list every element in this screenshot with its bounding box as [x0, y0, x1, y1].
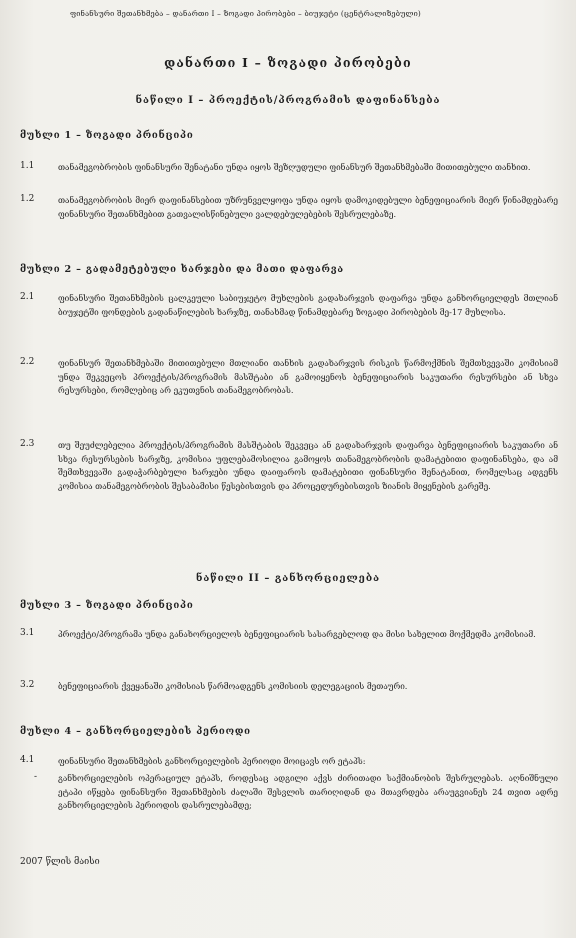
- article-title-4: მუხლი 4 – განხორციელების პერიოდი: [20, 726, 251, 737]
- clause-number: 3.1: [20, 628, 35, 638]
- article-title-2: მუხლი 2 – გადამეტებული ხარჯები და მათი დაფარვა: [20, 264, 344, 275]
- clause-text: თანამეგობრობის მიერ დაფინანსებით უზრუნველყოფა უნდა იყოს დამოკიდებული ბენეფიციარის მიერ წინამდებარე ფინანსური შეთანხმებით გათვალისწინებული ვალდებულებების შესრულებაზე.: [58, 195, 558, 219]
- clause-text: ბენეფიციარის ქვეყანაში კომისიას წარმოადგენს კომისიის დელეგაციის მეთაური.: [58, 681, 408, 691]
- clause-text: ფინანსური შეთანხმების ცალკეული საბიუჯეტო მუხლების გადახარჯვის დაფარვა უნდა განხორციელდეს მთლიან ბიუჯეტში ფონდების გადანაწილების ხარჯზე, თანახმად წინამდებარე ზოგადი პირობების მე-17 მუხლისა.: [58, 293, 558, 317]
- part-title-2: ნაწილი II – განხორციელება: [195, 573, 381, 584]
- article-title-3: მუხლი 3 – ზოგადი პრინციპი: [20, 600, 194, 611]
- clause-text: პროექტი/პროგრამა უნდა განახორციელოს ბენეფიციარის სასარგებლოდ და მისი სახელით მოქმედმა კომისიამ.: [58, 629, 536, 639]
- running-header: ფინანსური შეთანხმება – დანართი I – ზოგადი პირობები – ბიუჯეტი (ცენტრალიზებული): [70, 9, 422, 18]
- clause-text: ფინანსურ შეთანხმებაში მითითებული მთლიანი თანხის გადახარჯვის რისკის წარმოქმნის შემთხვევაში კომისიამ უნდა შეკვეცოს პროექტის/პროგრამის მასშტაბი ან გამოიყენოს ბენეფიციარის საკუთარი რესურსები ან სხვა რესურსები, რომლებიც არ ეკუთვნის თანამეგობრობას.: [58, 358, 558, 396]
- clause-number: 2.1: [20, 292, 35, 302]
- article-title-1: მუხლი 1 – ზოგადი პრინციპი: [20, 130, 194, 141]
- list-dash: -: [34, 772, 38, 782]
- clause-number: 2.3: [20, 439, 35, 449]
- clause-text: თუ შეუძლებელია პროექტის/პროგრამის მასშტაბის შეკვეცა ან გადახარჯვის დაფარვა ბენეფიციარის საკუთარი ან სხვა რესურსების ხარჯზე, კომისია უფლებამოსილია გამოყოს თანამეგობრობის დამატებითი დაფინანსება, და ამ შემთხვევაში გადაჭარბებული ხარჯები უნდა დაიფაროს დამატებითი ფინანსური შენატანით, რომელსაც ადგენს კომისია თანამეგობრობის შესაბამისი წესებისთვის და პროცედურებისთვის ზიანის მიყენების გარეშე.: [58, 440, 558, 491]
- clause-text: თანამეგობრობის ფინანსური შენატანი უნდა იყოს შეზღუდული ფინანსურ შეთანხმებაში მითითებული თანხით.: [58, 162, 531, 172]
- annex-title: დანართი I – ზოგადი პირობები: [164, 55, 412, 70]
- clause-text: ფინანსური შეთანხმების განხორციელების პერიოდი მოიცავს ორ ეტაპს:: [58, 756, 366, 766]
- clause-number: 2.2: [20, 357, 35, 367]
- footer-date: 2007 წლის მაისი: [20, 857, 100, 867]
- clause-number: 1.2: [20, 194, 35, 204]
- clause-number: 3.2: [20, 680, 35, 690]
- clause-number: 4.1: [20, 755, 35, 765]
- part-title-1: ნაწილი I – პროექტის/პროგრამის დაფინანსება: [135, 95, 441, 106]
- clause-number: 1.1: [20, 161, 35, 171]
- subitem-text: განხორციელების ოპერაციულ ეტაპს, როდესაც ადგილი აქვს ძირითადი საქმიანობის შესრულებას. აღნიშნული ეტაპი იწყება ფინანსური შეთანხმების ძალაში შესვლის თარიღიდან და მთავრდება არაუგვიანეს 24 თვით ადრე განხორციელების პერიოდის დასრულებამდე;: [58, 773, 558, 811]
